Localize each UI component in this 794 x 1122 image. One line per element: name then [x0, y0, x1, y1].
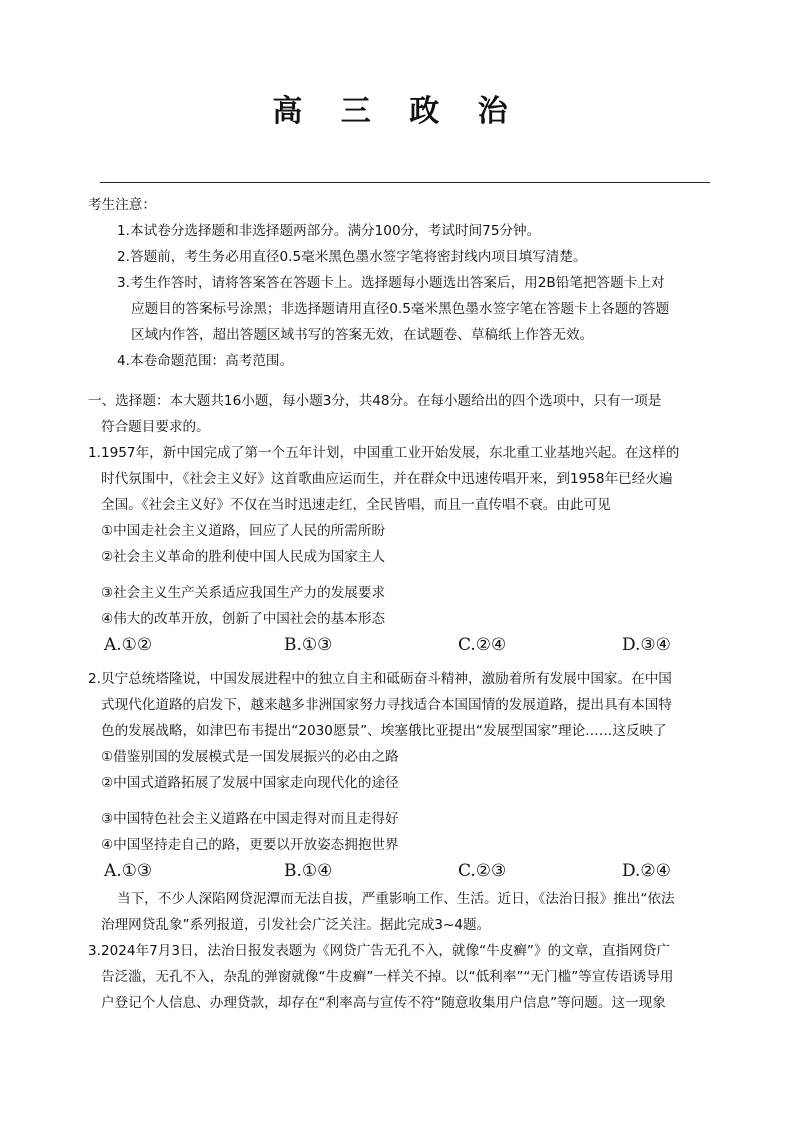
section-heading-cont: 符合题目要求的。 [101, 419, 210, 435]
statement-option: ③中国特色社会主义道路在中国走得对而且走得好 [101, 811, 399, 827]
choice-a: A.①③ [104, 861, 153, 881]
question-2 [88, 666, 756, 886]
header-divider [100, 182, 710, 183]
question-stem: 全国。《社会主义好》不仅在当时迅速走红，全民皆唱，而且一直传唱不衰。由此可见 [101, 497, 611, 513]
notice-item-1: 1.本试卷分选择题和非选择题两部分。满分100分，考试时间75分钟。 [117, 223, 541, 239]
exam-body [88, 192, 756, 1016]
question-stem: 告泛滥，无孔不入，杂乱的弹窗就像“牛皮癣”一样关不掉。以“低利率”“无门槛”等宣传语诱导用 [101, 969, 674, 985]
statement-option: ④中国坚持走自己的路，更要以开放姿态拥抱世界 [101, 837, 399, 853]
choice-d: D.③④ [622, 635, 671, 655]
notice-item-3-cont: 应题目的答案标号涂黑；非选择题请用直径0.5毫米黑色墨水签字笔在答题卡上各题的答题 [131, 301, 670, 317]
question-3 [88, 938, 756, 1016]
notice-heading: 考生注意： [88, 197, 156, 213]
notice-item-3-cont2: 区域内作答，超出答题区域书写的答案无效，在试题卷、草稿纸上作答无效。 [131, 327, 594, 343]
answer-choices [88, 858, 756, 886]
question-stem: 时代氛围中，《社会主义好》这首歌曲应运而生，并在群众中迅速传唱开来，到1958年已经火遍 [101, 471, 673, 487]
passage-text: 治理网贷乱象”系列报道，引发社会广泛关注。据此完成3~4题。 [101, 917, 491, 933]
statement-option: ①借鉴别国的发展模式是一国发展振兴的必由之路 [101, 749, 399, 765]
notice-item-4: 4.本卷命题范围：高考范围。 [117, 353, 294, 369]
statement-option: ②中国式道路拓展了发展中国家走向现代化的途径 [101, 775, 399, 791]
question-stem: 式现代化道路的启发下，越来越多非洲国家努力寻找适合本国国情的发展道路，提出具有本国特 [101, 697, 672, 713]
statement-option: ①中国走社会主义道路，回应了人民的所需所盼 [101, 523, 386, 539]
question-stem: 色的发展战略，如津巴布韦提出“2030愿景”、埃塞俄比亚提出“发展型国家”理论……这反映了 [101, 723, 667, 739]
notice-item-3: 3.考生作答时，请将答案答在答题卡上。选择题每小题选出答案后，用2B铅笔把答题卡上对 [117, 275, 665, 291]
passage-text: 当下，不少人深陷网贷泥潭而无法自拔，严重影响工作、生活。近日，《法治日报》推出“依法 [117, 891, 675, 907]
page-title: 高 三 政 治 [272, 94, 522, 129]
reading-passage [88, 886, 756, 938]
question-stem: 3.2024年7月3日，法治日报发表题为《网贷广告无孔不入，就像“牛皮癣”》的文章，直指网贷广 [88, 943, 670, 959]
answer-choices [88, 632, 756, 660]
choice-b: B.①④ [284, 861, 333, 881]
statement-option: ③社会主义生产关系适应我国生产力的发展要求 [101, 585, 386, 601]
choice-c: C.②③ [458, 861, 507, 881]
statement-option: ④伟大的改革开放，创新了中国社会的基本形态 [101, 611, 386, 627]
section-heading: 一、选择题：本大题共16小题，每小题3分，共48分。在每小题给出的四个选项中，只有一项是 [88, 393, 662, 409]
choice-b: B.①③ [284, 635, 333, 655]
choice-c: C.②④ [458, 635, 507, 655]
statement-option: ②社会主义革命的胜利使中国人民成为国家主人 [101, 549, 386, 565]
question-stem: 1.1957年，新中国完成了第一个五年计划，中国重工业开始发展，东北重工业基地兴起。在这样的 [88, 445, 680, 461]
notice-item-2: 2.答题前，考生务必用直径0.5毫米黑色墨水签字笔将密封线内项目填写清楚。 [117, 249, 587, 265]
choice-d: D.②④ [622, 861, 671, 881]
question-stem: 2.贝宁总统塔隆说，中国发展进程中的独立自主和砥砺奋斗精神，激励着所有发展中国家。在中国 [88, 671, 672, 687]
choice-a: A.①② [104, 635, 153, 655]
question-1 [88, 440, 756, 660]
question-stem: 户登记个人信息、办理贷款，却存在“利率高与宣传不符“随意收集用户信息”等问题。这一现象 [101, 995, 666, 1011]
